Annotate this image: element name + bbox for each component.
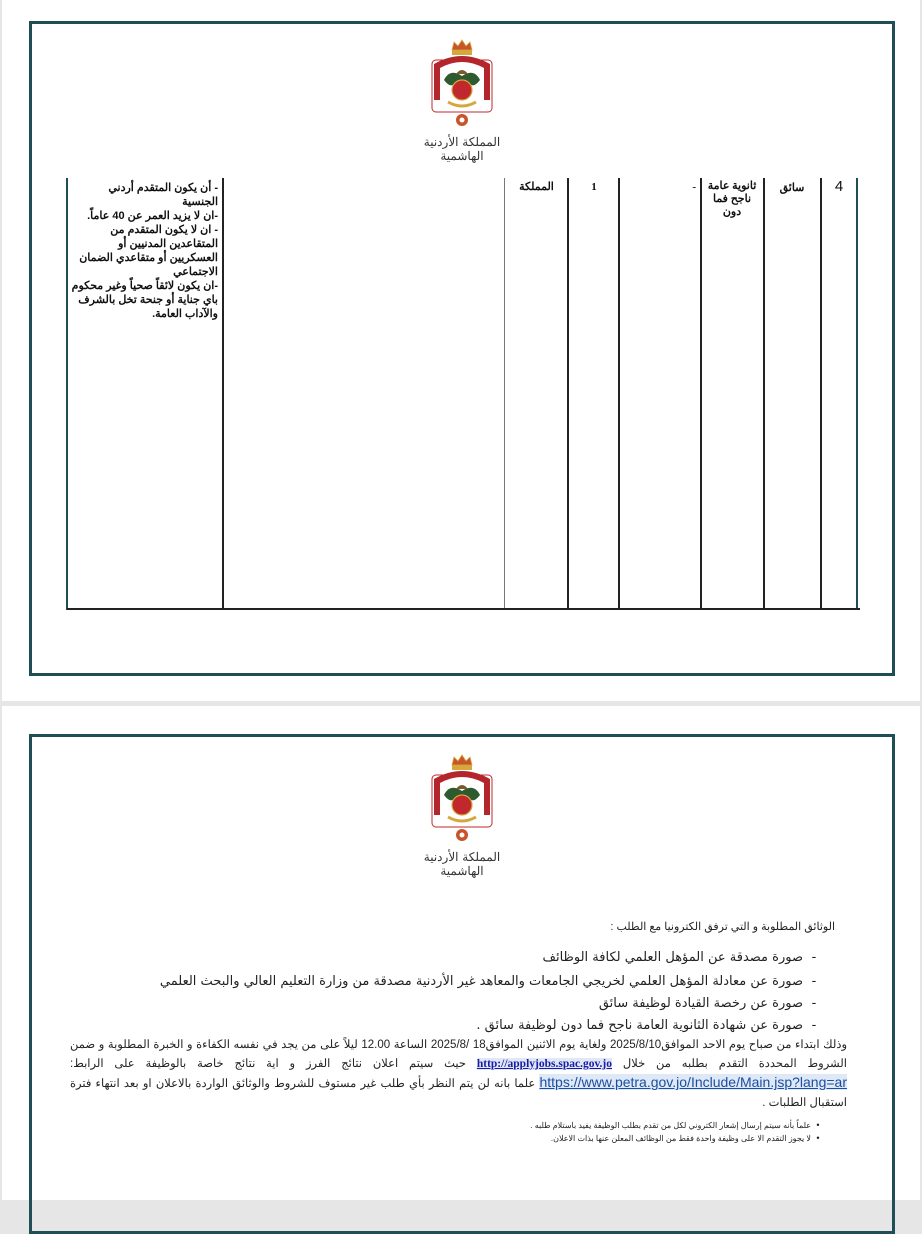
jordan-emblem (412, 753, 512, 878)
application-paragraph: وذلك ابتداء من صباح يوم الاحد الموافق2025/8/10 ولغاية يوم الاثنين الموافق18 /2025/8 الساعة 12.00 ليلاً على من يجد في نفسه الكفاءة و الخبرة المطلوبة و ضمن الشروط المحددة التقدم بطلبه من خلال http://applyjobs.spac.gov.jo حيث سيتم اعلان نتائج الفرز و اية نتائج خاصة بالوظيفة على الرابط: https://www.petra.gov.jo/Include/Main.jsp?lang=ar علما بانه لن يتم النظر بأي طلب غير مستوف للشروط والوثائق الواردة بالاعلان او بعد انتهاء فترة استقبال الطلبات . (70, 1039, 848, 1109)
table-column-divider (222, 178, 224, 610)
table-column-divider (504, 178, 505, 610)
table-border-left (66, 178, 68, 610)
document-item: -صورة عن معادلة المؤهل العلمي لخريجي الجامعات والمعاهد غير الأردنية مصدقة من وزارة التعليم العالي والبحث العلمي (159, 974, 817, 989)
coat-of-arms-icon (426, 38, 498, 133)
jordan-emblem (412, 38, 512, 163)
job-location: المملكة (519, 181, 554, 193)
document-item: -صورة عن رخصة القيادة لوظيفة سائق (598, 996, 817, 1011)
table-column-divider (820, 178, 822, 610)
job-title: سائق (779, 182, 805, 194)
note-item: •علماً بأنه سيتم إرسال إشعار الكتروني لكل من تقدم بطلب الوظيفة يفيد باستلام طلبه . (530, 1119, 825, 1132)
condition-item: -ان لا يزيد العمر عن 40 عاماً. (87, 210, 218, 222)
vacancy-count: 1 (591, 181, 597, 193)
document-item: -صورة عن شهادة الثانوية العامة ناجح فما دون لوظيفة سائق . (476, 1018, 817, 1033)
table-column-divider (567, 178, 569, 610)
petra-link[interactable]: https://www.petra.gov.jo/Include/Main.jsp?lang=ar (539, 1074, 847, 1090)
bullet-icon: • (816, 1133, 820, 1143)
qualification: ثانوية عامة ناجح فما دون (707, 180, 757, 218)
notes-list (530, 1119, 825, 1145)
table-column-divider (700, 178, 702, 610)
specialization: - (692, 181, 696, 193)
document-page-1 (2, 0, 920, 701)
table-column-divider (618, 178, 620, 610)
document-page-2 (2, 706, 920, 1200)
table-border-bottom (67, 608, 860, 610)
table-border-right (856, 178, 858, 610)
table-column-divider (763, 178, 765, 610)
condition-item: -ان يكون لائقاً صحياً وغير محكوم باي جناية أو جنحة تخل بالشرف والآداب العامة. (71, 280, 218, 320)
condition-item: - ان لا يكون المتقدم من المتقاعدين المدنيين أو العسكريين أو متقاعدي الضمان الاجتماعي (79, 224, 218, 278)
document-item: -صورة مصدقة عن المؤهل العلمي لكافة الوظائف (542, 950, 817, 965)
coat-of-arms-icon (426, 753, 498, 848)
bullet-icon: • (816, 1120, 820, 1130)
note-item: •لا يجوز التقدم الا على وظيفة واحدة فقط من الوظائف المعلن عنها بذات الاعلان. (530, 1132, 825, 1145)
kingdom-caption: المملكة الأردنية الهاشمية (423, 135, 501, 163)
condition-item: - أن يكون المتقدم أردني الجنسية (108, 182, 218, 208)
documents-heading: الوثائق المطلوبة و التي ترفق الكترونيا مع الطلب : (610, 921, 835, 933)
applyjobs-link[interactable]: http://applyjobs.spac.gov.jo (476, 1057, 613, 1070)
kingdom-caption: المملكة الأردنية الهاشمية (423, 850, 501, 878)
row-number: 4 (834, 178, 844, 195)
job-conditions (70, 181, 218, 321)
